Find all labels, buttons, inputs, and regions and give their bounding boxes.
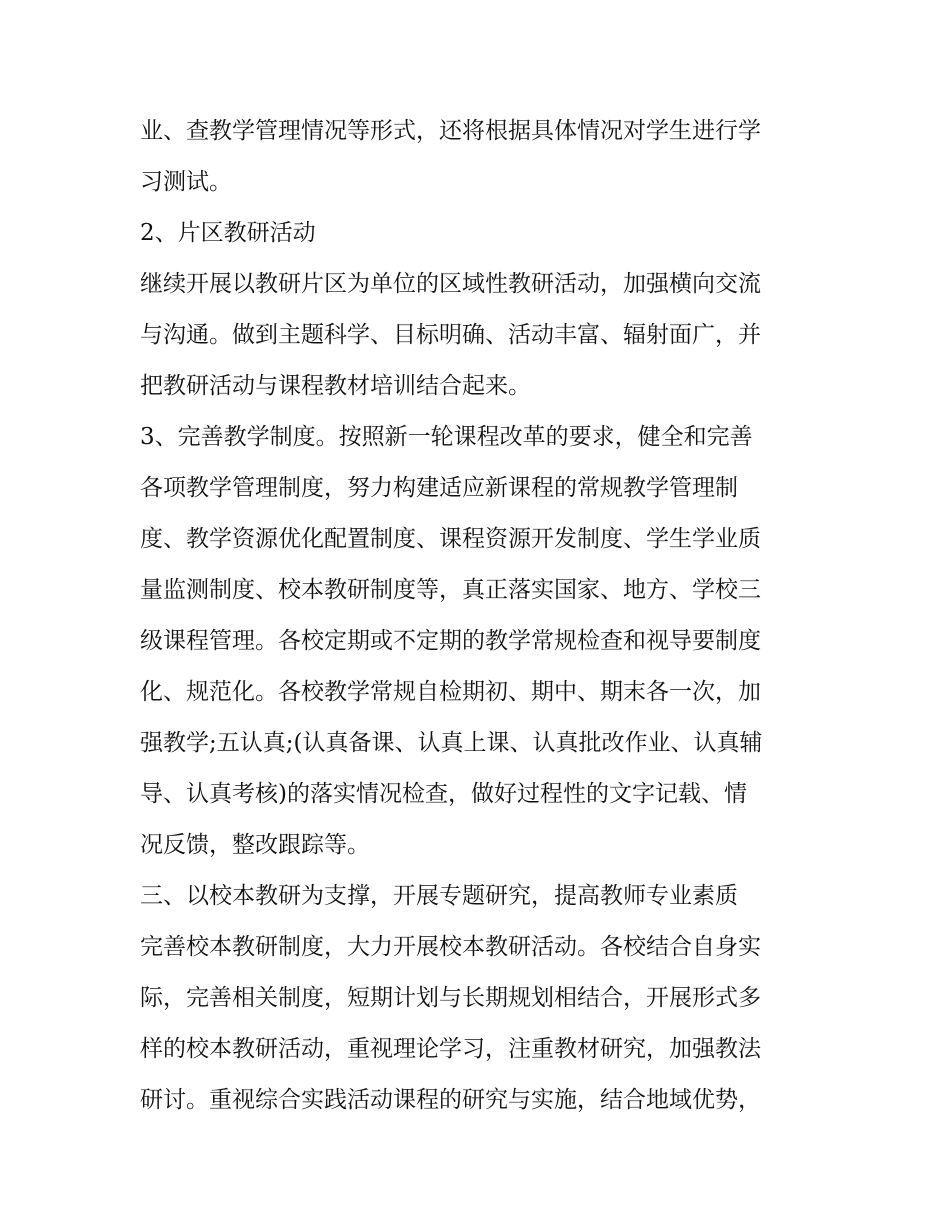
- text-line: 完善校本教研制度，大力开展校本教研活动。各校结合自身实: [140, 934, 761, 960]
- section-heading: 三、以校本教研为支撑，开展专题研究，提高教师专业素质: [140, 883, 738, 909]
- text-line: 业、查教学管理情况等形式，还将根据具体情况对学生进行学: [140, 118, 761, 144]
- text-line: 研讨。重视综合实践活动课程的研究与实施，结合地域优势，: [140, 1087, 761, 1113]
- text-line: 量监测制度、校本教研制度等，真正落实国家、地方、学校三: [140, 577, 761, 603]
- text-line: 与沟通。做到主题科学、目标明确、活动丰富、辐射面广，并: [140, 322, 761, 348]
- text-line: 级课程管理。各校定期或不定期的教学常规检查和视导要制度: [140, 628, 761, 654]
- text-line: 化、规范化。各校教学常规自检期初、期中、期末各一次，加: [140, 679, 761, 705]
- text-line: 习测试。: [140, 169, 232, 195]
- text-line: 导、认真考核)的落实情况检查，做好过程性的文字记载、情: [140, 781, 747, 807]
- text-line: 3、完善教学制度。按照新一轮课程改革的要求，健全和完善: [140, 424, 753, 450]
- section-heading: 2、片区教研活动: [140, 220, 316, 246]
- text-line: 况反馈，整改跟踪等。: [140, 832, 370, 858]
- text-line: 强教学;五认真;(认真备课、认真上课、认真批改作业、认真辅: [140, 730, 763, 756]
- text-line: 样的校本教研活动，重视理论学习，注重教材研究，加强教法: [140, 1036, 761, 1062]
- text-line: 际，完善相关制度，短期计划与长期规划相结合，开展形式多: [140, 985, 761, 1011]
- text-line: 继续开展以教研片区为单位的区域性教研活动，加强横向交流: [140, 271, 761, 297]
- text-line: 度、教学资源优化配置制度、课程资源开发制度、学生学业质: [140, 526, 761, 552]
- text-line: 把教研活动与课程教材培训结合起来。: [140, 373, 531, 399]
- document-body: [140, 106, 815, 1126]
- text-line: 各项教学管理制度，努力构建适应新课程的常规教学管理制: [140, 475, 738, 501]
